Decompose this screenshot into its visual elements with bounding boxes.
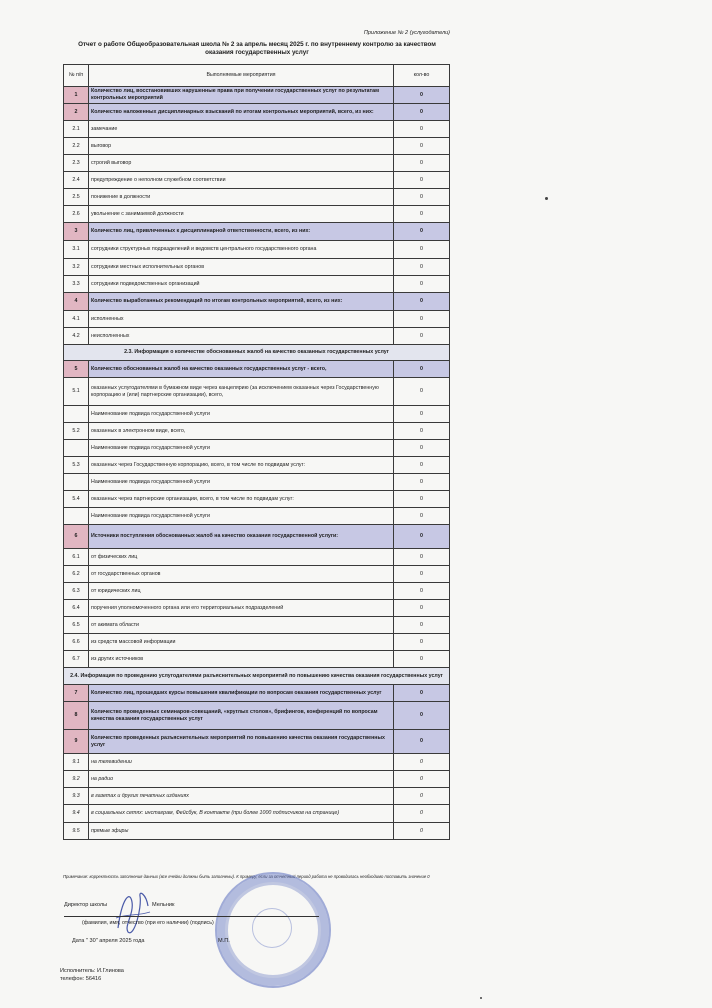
header-qty: кол-во: [394, 65, 450, 87]
row-number: 6.7: [64, 651, 89, 668]
row-activity: исполненных: [89, 311, 394, 328]
table-row: [64, 508, 450, 525]
row-activity: Наименование подвида государственной услуги: [89, 440, 394, 457]
row-quantity: 0: [394, 508, 450, 525]
row-number: [64, 474, 89, 491]
row-activity: в социальных сетях: инстаграм, Фейсбук, В контакте (при более 1000 подписчиков на странице): [89, 805, 394, 823]
row-quantity: 0: [394, 138, 450, 155]
row-quantity: 0: [394, 293, 450, 311]
appendix-label: Приложение № 2 (услугодатели): [363, 30, 450, 36]
row-quantity: 0: [394, 525, 450, 549]
row-activity: Количество проведенных разъяснительных мероприятий по повышению качества оказания государственных услуг: [89, 730, 394, 754]
table-row: [64, 155, 450, 172]
table-row: [64, 223, 450, 241]
table-row: [64, 378, 450, 406]
row-number: 6.1: [64, 549, 89, 566]
row-quantity: 0: [394, 771, 450, 788]
table-row: [64, 406, 450, 423]
row-quantity: 0: [394, 702, 450, 730]
row-activity: Количество обоснованных жалоб на качество оказанных государственных услуг - всего,: [89, 361, 394, 378]
section-title: 2.4. Информация по проведению услугодателями разъяснительных мероприятий по повышению качества оказания государственных услуг: [64, 668, 450, 685]
row-quantity: 0: [394, 457, 450, 474]
row-number: 9.2: [64, 771, 89, 788]
row-quantity: 0: [394, 378, 450, 406]
row-activity: выговор: [89, 138, 394, 155]
signature-line: [64, 916, 319, 917]
row-quantity: 0: [394, 241, 450, 259]
row-number: 9.3: [64, 788, 89, 805]
row-number: 3.2: [64, 259, 89, 276]
row-quantity: 0: [394, 823, 450, 840]
row-activity: прямые эфиры: [89, 823, 394, 840]
row-number: 4.2: [64, 328, 89, 345]
row-quantity: 0: [394, 361, 450, 378]
row-number: 6.4: [64, 600, 89, 617]
row-number: 2.2: [64, 138, 89, 155]
table-row: [64, 87, 450, 104]
row-activity: Количество лиц, привлеченных к дисциплинарной ответственности, всего, из них:: [89, 223, 394, 241]
row-quantity: 0: [394, 406, 450, 423]
row-quantity: 0: [394, 206, 450, 223]
table-row: [64, 474, 450, 491]
header-activity: Выполняемые мероприятия: [89, 65, 394, 87]
row-number: 3.3: [64, 276, 89, 293]
row-number: 4: [64, 293, 89, 311]
row-activity: от акимата области: [89, 617, 394, 634]
row-quantity: 0: [394, 730, 450, 754]
row-number: 6: [64, 525, 89, 549]
row-activity: в газетах и других печатных изданиях: [89, 788, 394, 805]
row-activity: из средств массовой информации: [89, 634, 394, 651]
table-row: [64, 361, 450, 378]
table-row: [64, 138, 450, 155]
row-number: 9: [64, 730, 89, 754]
table-row: [64, 651, 450, 668]
director-name: Мельник: [152, 902, 175, 908]
row-quantity: 0: [394, 549, 450, 566]
row-activity: Количество лиц, прошедших курсы повышения квалификации по вопросам оказания государственных услуг: [89, 685, 394, 702]
row-activity: Количество выработанных рекомендаций по итогам контрольных мероприятий, всего, из них:: [89, 293, 394, 311]
mp-label: М.П.: [218, 938, 230, 944]
row-number: 2: [64, 104, 89, 121]
row-number: 2.1: [64, 121, 89, 138]
section-header-row: [64, 345, 450, 361]
row-activity: Источники поступления обоснованных жалоб на качество оказания государственной услуги:: [89, 525, 394, 549]
row-activity: сотрудники подведомственных организаций: [89, 276, 394, 293]
table-row: [64, 823, 450, 840]
table-row: [64, 702, 450, 730]
row-quantity: 0: [394, 172, 450, 189]
header-num: № п/п: [64, 65, 89, 87]
row-number: 9.5: [64, 823, 89, 840]
row-activity: сотрудники структурных подразделений и ведомств центрального государственного органа: [89, 241, 394, 259]
row-number: 5.2: [64, 423, 89, 440]
row-quantity: 0: [394, 600, 450, 617]
row-activity: предупреждение о неполном служебном соответствии: [89, 172, 394, 189]
row-activity: оказанных через Государственную корпорацию, всего, в том числе по подвидам услуг:: [89, 457, 394, 474]
table-row: [64, 121, 450, 138]
row-quantity: 0: [394, 87, 450, 104]
row-quantity: 0: [394, 311, 450, 328]
table-row: [64, 328, 450, 345]
row-quantity: 0: [394, 566, 450, 583]
row-activity: из других источников: [89, 651, 394, 668]
row-activity: поручения уполномоченного органа или его территориальных подразделений: [89, 600, 394, 617]
table-row: [64, 172, 450, 189]
row-number: 3: [64, 223, 89, 241]
director-label: Директор школы: [64, 902, 108, 908]
row-activity: Наименование подвида государственной услуги: [89, 474, 394, 491]
table-row: [64, 440, 450, 457]
row-activity: оказанных услугодателями в бумажном виде через канцелярию (за исключением оказанных через Государственную корпорацию и (или) партнерские организации), всего,: [89, 378, 394, 406]
row-number: 9.4: [64, 805, 89, 823]
row-quantity: 0: [394, 617, 450, 634]
section-title: 2.3. Информация о количестве обоснованных жалоб на качество оказанных государственных услуг: [64, 345, 450, 361]
table-row: [64, 634, 450, 651]
date-line: Дата " 30" апреля 2025 года: [72, 938, 145, 944]
table-row: [64, 457, 450, 474]
row-number: 3.1: [64, 241, 89, 259]
row-activity: Количество проведенных семинаров-совещаний, «круглых столов», брифингов, конференций по вопросам качества оказания государственных услуг: [89, 702, 394, 730]
scan-speck: [480, 997, 482, 999]
row-activity: замечание: [89, 121, 394, 138]
row-quantity: 0: [394, 276, 450, 293]
row-quantity: 0: [394, 328, 450, 345]
row-number: 6.5: [64, 617, 89, 634]
row-number: 8: [64, 702, 89, 730]
table-row: [64, 293, 450, 311]
row-number: 6.3: [64, 583, 89, 600]
row-number: 6.2: [64, 566, 89, 583]
row-quantity: 0: [394, 634, 450, 651]
table-row: [64, 549, 450, 566]
executor: Исполнитель: И.Глинова: [60, 968, 124, 974]
table-row: [64, 730, 450, 754]
row-quantity: 0: [394, 583, 450, 600]
table-row: [64, 259, 450, 276]
row-activity: оказанных через партнерские организации, всего, в том числе по подвидам услуг:: [89, 491, 394, 508]
row-quantity: 0: [394, 155, 450, 172]
table-row: [64, 754, 450, 771]
row-number: 2.4: [64, 172, 89, 189]
row-quantity: 0: [394, 651, 450, 668]
row-activity: Наименование подвида государственной услуги: [89, 406, 394, 423]
report-title: Отчет о работе Общеобразовательная школа № 2 за апрель месяц 2025 г. по внутреннему контролю за качеством оказания государственных услуг: [78, 41, 436, 56]
row-activity: на радио: [89, 771, 394, 788]
section-header-row: [64, 668, 450, 685]
table-row: [64, 206, 450, 223]
table-row: [64, 189, 450, 206]
executor-phone: телефон: 56416: [60, 976, 102, 982]
row-number: 5: [64, 361, 89, 378]
row-number: [64, 508, 89, 525]
row-quantity: 0: [394, 259, 450, 276]
row-number: 7: [64, 685, 89, 702]
row-activity: от физических лиц: [89, 549, 394, 566]
table-row: [64, 241, 450, 259]
report-table: [63, 64, 450, 840]
row-quantity: 0: [394, 189, 450, 206]
row-quantity: 0: [394, 474, 450, 491]
row-quantity: 0: [394, 104, 450, 121]
row-quantity: 0: [394, 121, 450, 138]
table-row: [64, 583, 450, 600]
row-number: 2.3: [64, 155, 89, 172]
row-quantity: 0: [394, 423, 450, 440]
row-activity: Количество наложенных дисциплинарных взысканий по итогам контрольных мероприятий, всего, из них:: [89, 104, 394, 121]
row-number: 5.1: [64, 378, 89, 406]
row-activity: Количество лиц, восстановивших нарушенные права при получении государственных услуг по результатам контрольных мероприятий: [89, 87, 394, 104]
table-row: [64, 566, 450, 583]
footnote: Примечание: корректность заполнения данных (все ячейки должны быть заполнены). К примеру, если за отчетный период работа не проводилась необходимо поставить значение 0: [63, 874, 430, 879]
row-quantity: 0: [394, 440, 450, 457]
row-activity: на телевидении: [89, 754, 394, 771]
stamp-emblem: [252, 908, 292, 948]
row-number: 5.4: [64, 491, 89, 508]
table-row: [64, 617, 450, 634]
table-row: [64, 491, 450, 508]
table-row: [64, 600, 450, 617]
row-activity: строгий выговор: [89, 155, 394, 172]
table-header-row: [64, 65, 450, 87]
row-number: 9.1: [64, 754, 89, 771]
row-number: 2.6: [64, 206, 89, 223]
table-row: [64, 805, 450, 823]
scan-speck: [545, 197, 548, 200]
row-quantity: 0: [394, 788, 450, 805]
row-number: [64, 440, 89, 457]
director-signature: [112, 888, 152, 938]
row-quantity: 0: [394, 223, 450, 241]
row-activity: увольнение с занимаемой должности: [89, 206, 394, 223]
table-row: [64, 104, 450, 121]
row-number: 6.6: [64, 634, 89, 651]
row-quantity: 0: [394, 754, 450, 771]
row-quantity: 0: [394, 685, 450, 702]
row-activity: сотрудники местных исполнительных органов: [89, 259, 394, 276]
row-number: 5.3: [64, 457, 89, 474]
table-row: [64, 276, 450, 293]
row-activity: от юридических лиц: [89, 583, 394, 600]
table-body: [64, 87, 450, 840]
table-row: [64, 788, 450, 805]
table-row: [64, 311, 450, 328]
row-number: [64, 406, 89, 423]
row-quantity: 0: [394, 805, 450, 823]
row-number: 4.1: [64, 311, 89, 328]
row-activity: Наименование подвида государственной услуги: [89, 508, 394, 525]
table-row: [64, 423, 450, 440]
signature-caption: (фамилия, имя, отчество (при его наличии) (подпись): [82, 920, 214, 926]
row-activity: от государственных органов: [89, 566, 394, 583]
table-row: [64, 525, 450, 549]
table-row: [64, 685, 450, 702]
row-activity: оказанных в электронном виде, всего,: [89, 423, 394, 440]
row-quantity: 0: [394, 491, 450, 508]
row-number: 1: [64, 87, 89, 104]
row-number: 2.5: [64, 189, 89, 206]
row-activity: неисполненных: [89, 328, 394, 345]
row-activity: понижение в должности: [89, 189, 394, 206]
table-row: [64, 771, 450, 788]
